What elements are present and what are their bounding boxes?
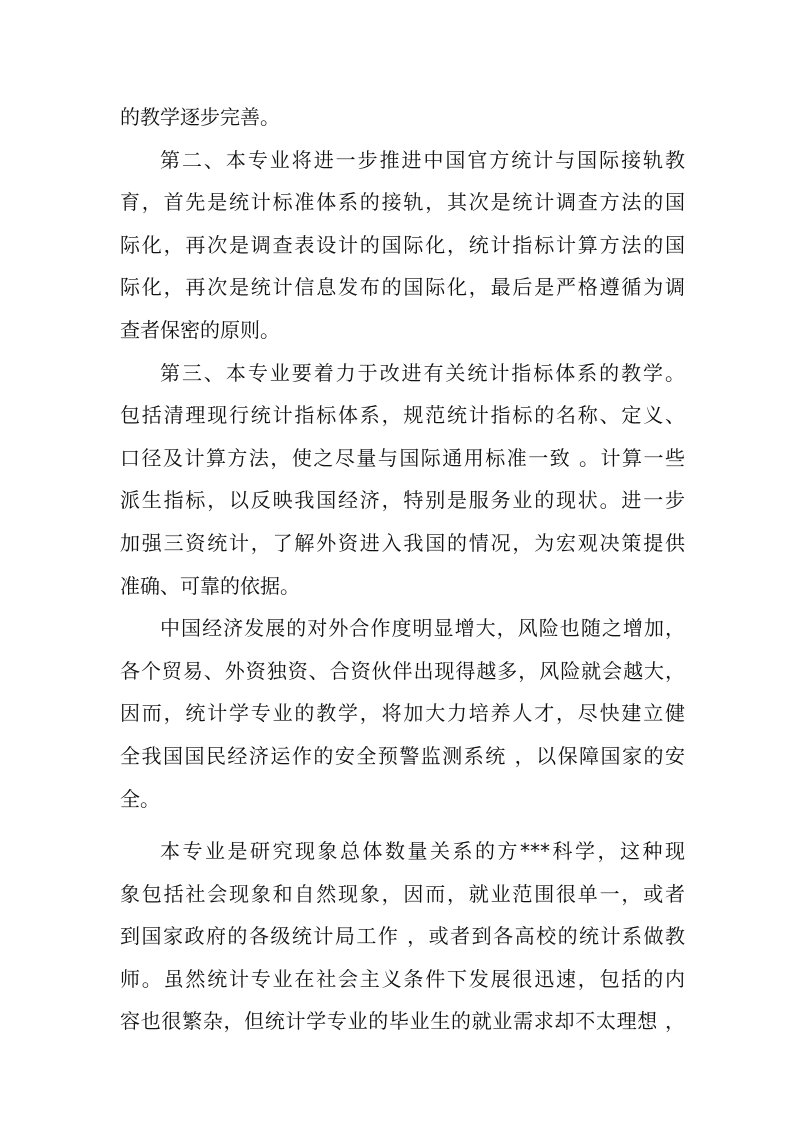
text-line: 各个贸易、外资独资、合资伙伴出现得越多，风险就会越大，	[120, 658, 685, 683]
paragraph	[120, 96, 685, 139]
text-line: 象包括社会现象和自然现象，因而，就业范围很单一，或者	[120, 881, 685, 906]
text-line: 师。虽然统计专业在社会主义条件下发展很迅速，包括的内	[120, 966, 685, 991]
paragraph	[120, 139, 685, 352]
text-line: 查者保密的原则。	[120, 317, 280, 342]
text-line: 育，首先是统计标准体系的接轨，其次是统计调查方法的国	[120, 190, 685, 215]
text-line: 第二、本专业将进一步推进中国官方统计与国际接轨教	[160, 147, 685, 172]
text-line: 到国家政府的各级统计局工作 ，或者到各高校的统计系做教	[120, 924, 685, 949]
text-line: 第三、本专业要着力于改进有关统计指标体系的教学。	[160, 360, 685, 385]
paragraph-gap	[120, 820, 685, 830]
text-line: 容也很繁杂，但统计学专业的毕业生的就业需求却不太理想 ，	[120, 1009, 685, 1034]
text-line: 全我国国民经济运作的安全预警监测系统 ，以保障国家的安	[120, 743, 685, 768]
paragraph	[120, 352, 685, 608]
document-body	[120, 96, 685, 1043]
text-line: 全。	[120, 786, 160, 811]
text-line: 的教学逐步完善。	[120, 105, 280, 129]
paragraph	[120, 607, 685, 820]
text-line: 际化，再次是调查表设计的国际化，统计指标计算方法的国	[120, 232, 685, 257]
paragraph	[120, 830, 685, 1043]
text-line: 口径及计算方法，使之尽量与国际通用标准一致 。计算一些	[120, 445, 685, 470]
text-line: 准确、可靠的依据。	[120, 573, 300, 598]
text-line: 加强三资统计，了解外资进入我国的情况，为宏观决策提供	[120, 530, 685, 555]
text-line: 本专业是研究现象总体数量关系的方***科学，这种现	[160, 839, 685, 864]
text-line: 包括清理现行统计指标体系，规范统计指标的名称、定义、	[120, 403, 685, 428]
text-line: 中国经济发展的对外合作度明显增大，风险也随之增加，	[160, 616, 685, 641]
text-line: 派生指标，以反映我国经济，特别是服务业的现状。进一步	[120, 488, 685, 513]
text-line: 际化，再次是统计信息发布的国际化，最后是严格遵循为调	[120, 275, 685, 300]
text-line: 因而，统计学专业的教学，将加大力培养人才，尽快建立健	[120, 701, 685, 726]
